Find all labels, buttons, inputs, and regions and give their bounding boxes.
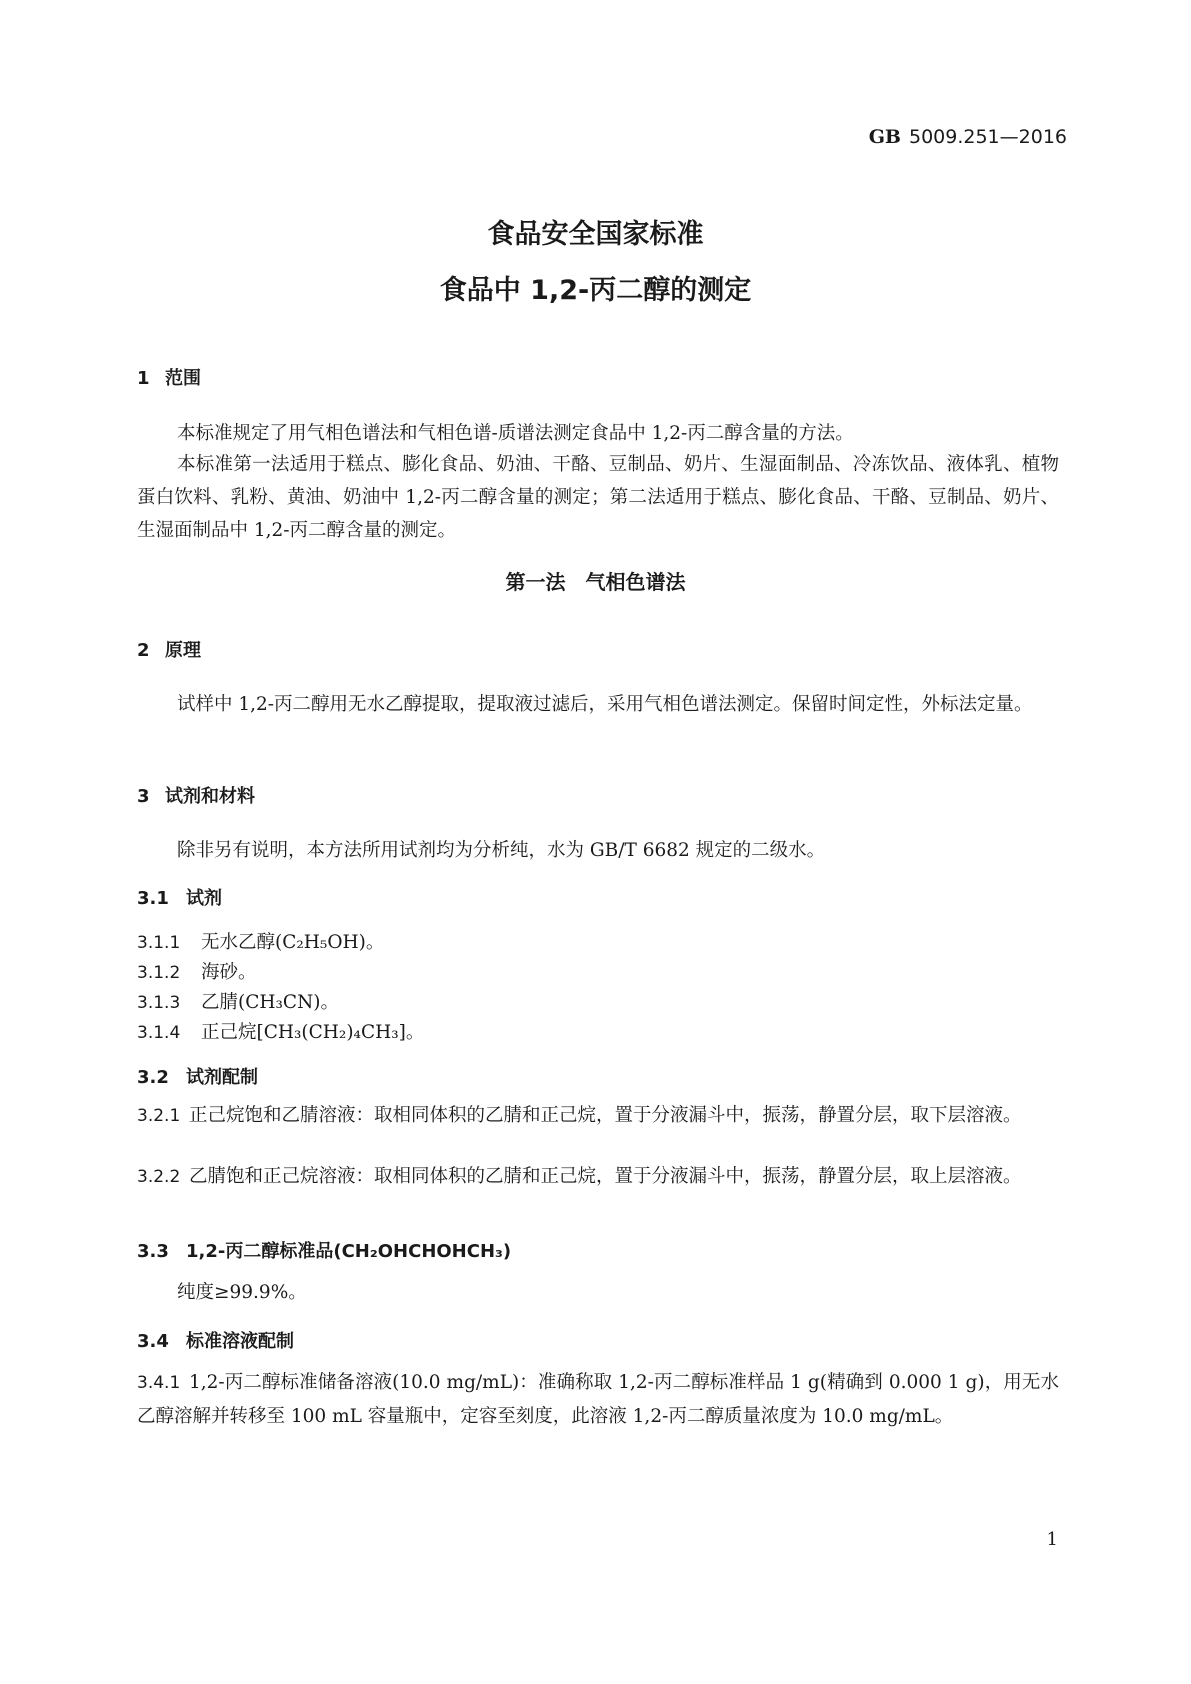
section-3-4-heading: 3.4 标准溶液配制 bbox=[137, 1331, 294, 1352]
section-1-paragraph-1: 本标准规定了用气相色谱法和气相色谱-质谱法测定食品中 1,2-丙二醇含量的方法。 bbox=[177, 423, 854, 444]
main-title: 食品安全国家标准 bbox=[487, 219, 704, 250]
list-item: 3.2.2 乙腈饱和正己烷溶液：取相同体积的乙腈和正己烷，置于分液漏斗中，振荡，静置分层，取上层溶液。 bbox=[137, 1166, 1022, 1187]
section-1-heading: 1 范围 bbox=[137, 368, 201, 389]
section-3-3-heading: 3.3 1,2-丙二醇标准品(CH₂OHCHOHCH₃) bbox=[137, 1241, 512, 1262]
standard-number: 5009.251—2016 bbox=[908, 126, 1067, 148]
section-1-paragraph-2: 本标准第一法适用于糕点、膨化食品、奶油、干酪、豆制品、奶片、生湿面制品、冷冻饮品、液体乳、植物蛋白饮料、乳粉、黄油、奶油中 1,2-丙二醇含量的测定；第二法适用于糕点、膨化食品、干酪、豆制品、奶片、生湿面制品中 1,2-丙二醇含量的测定。 bbox=[137, 454, 1059, 541]
list-item: 3.1.3 乙腈(CH₃CN)。 bbox=[137, 992, 339, 1013]
section-3-paragraph: 除非另有说明，本方法所用试剂均为分析纯，水为 GB/T 6682 规定的二级水。 bbox=[177, 840, 826, 861]
sub-title: 食品中 1,2-丙二醇的测定 bbox=[439, 275, 752, 306]
list-item: 3.1.2 海砂。 bbox=[137, 962, 257, 983]
page-number: 1 bbox=[1046, 1529, 1058, 1550]
list-item: 3.4.1 1,2-丙二醇标准储备溶液(10.0 mg/mL)：准确称取 1,2-丙二醇标准样品 1 g(精确到 0.000 1 g)，用无水乙醇溶解并转移至 100 mL 容量瓶中，定容至刻度，此溶液 1,2-丙二醇质量浓度为 10.0 mg/mL。 bbox=[137, 1372, 1059, 1427]
section-3-1-heading: 3.1 试剂 bbox=[137, 888, 222, 909]
standard-prefix: GB bbox=[868, 126, 901, 148]
list-item: 3.1.1 无水乙醇(C₂H₅OH)。 bbox=[137, 932, 385, 953]
list-item: 3.2.1 正己烷饱和乙腈溶液：取相同体积的乙腈和正己烷，置于分液漏斗中，振荡，静置分层，取下层溶液。 bbox=[137, 1105, 1022, 1126]
section-3-3-paragraph: 纯度≥99.9%。 bbox=[177, 1282, 307, 1303]
section-2-paragraph: 试样中 1,2-丙二醇用无水乙醇提取，提取液过滤后，采用气相色谱法测定。保留时间定性，外标法定量。 bbox=[177, 694, 1033, 715]
section-3-2-heading: 3.2 试剂配制 bbox=[137, 1067, 258, 1088]
list-item: 3.1.4 正己烷[CH₃(CH₂)₄CH₃]。 bbox=[137, 1022, 425, 1043]
section-3-heading: 3 试剂和材料 bbox=[137, 786, 255, 807]
standard-code bbox=[869, 126, 1067, 148]
section-2-heading: 2 原理 bbox=[137, 640, 201, 661]
method-1-heading: 第一法 气相色谱法 bbox=[505, 570, 686, 594]
